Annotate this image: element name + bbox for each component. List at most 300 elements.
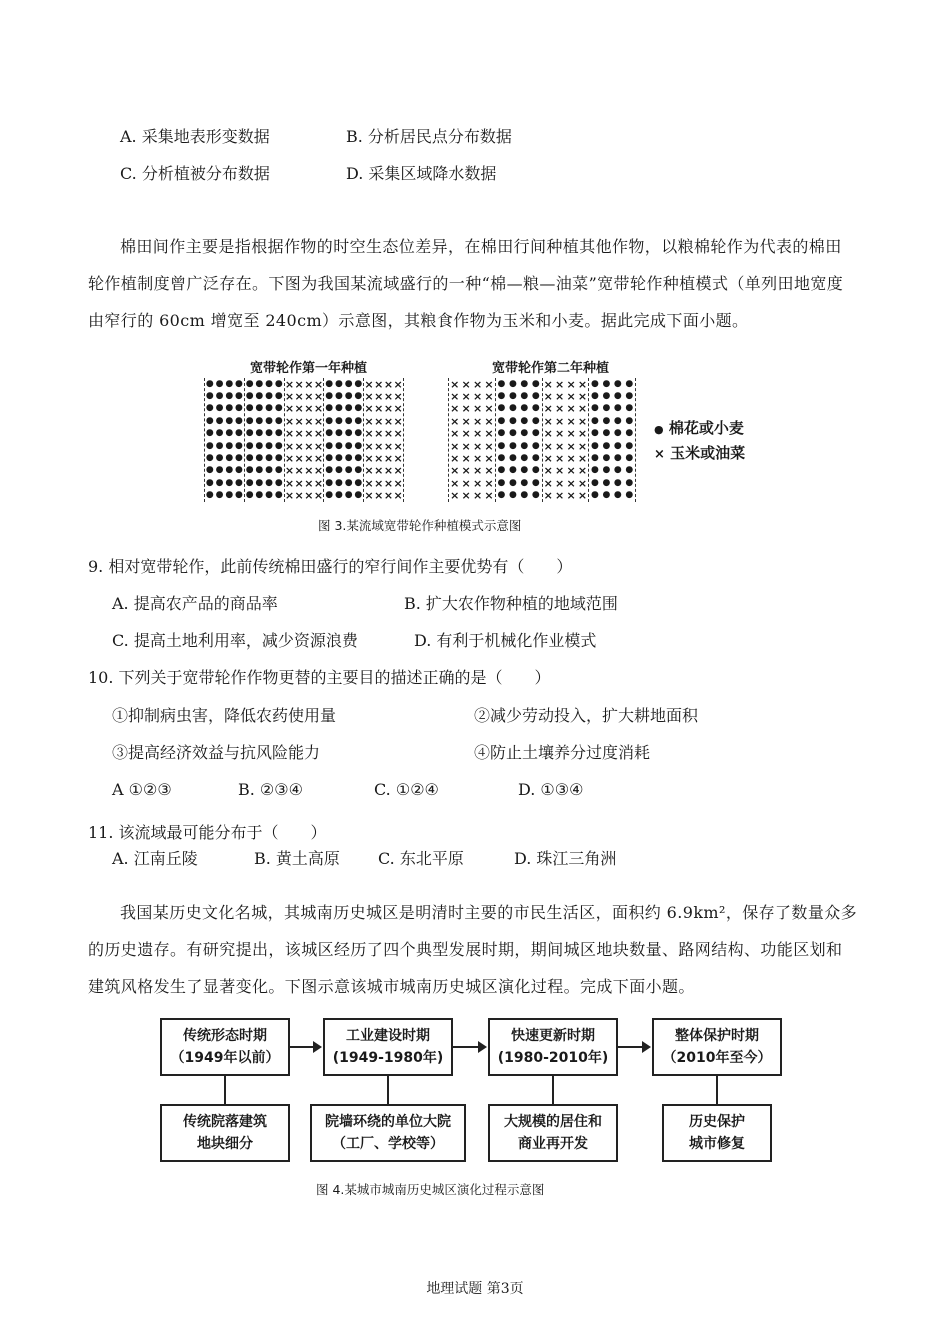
dot-mark: ● (591, 391, 599, 402)
period-years: (1949-1980年) (332, 1050, 444, 1066)
cross-mark: × (364, 390, 374, 404)
cross-mark: × (364, 439, 374, 453)
band-corn-or-rapeseed (285, 378, 325, 502)
dot-mark: ● (255, 391, 264, 402)
cross-mark: × (543, 414, 553, 428)
passage-1-line-3: 由窄行的 60cm 增宽至 240cm）示意图，其粮食作物为玉米和小麦。据此完成下面小题。 (88, 311, 749, 330)
q10-statement-2: ②减少劳动投入，扩大耕地面积 (474, 706, 699, 725)
dot-mark: ● (354, 415, 363, 426)
dot-mark: ● (245, 477, 254, 488)
cross-mark: × (461, 464, 471, 478)
dot-mark: ● (602, 440, 611, 451)
cross-mark: × (383, 427, 394, 441)
dot-mark: ● (255, 490, 264, 501)
cross-mark: × (364, 377, 374, 391)
dot-mark: ● (205, 490, 214, 501)
cross-mark: × (284, 476, 295, 490)
dot-mark: ● (225, 428, 234, 439)
dot-mark: ● (274, 453, 283, 464)
dot-mark: ● (344, 490, 353, 501)
q10-statement-4: ④防止土壤养分过度消耗 (474, 743, 651, 762)
cross-mark: × (484, 452, 494, 466)
connector-line (552, 1076, 554, 1104)
dot-mark: ● (255, 415, 264, 426)
dot-mark: ● (215, 378, 224, 389)
cross-mark: × (555, 414, 565, 428)
cross-mark: × (461, 390, 471, 404)
dot-mark: ● (354, 440, 363, 451)
dot-mark: ● (613, 391, 622, 402)
q10-option-d: D. ①③④ (518, 780, 584, 799)
dot-mark: ● (274, 490, 283, 501)
dot-mark: ● (497, 378, 506, 389)
cross-mark: × (566, 414, 576, 428)
period-years: （2010年至今） (662, 1050, 772, 1066)
cross-mark: × (304, 476, 314, 490)
dot-mark: ● (265, 378, 273, 389)
dot-mark: ● (205, 453, 214, 464)
dot-mark: ● (225, 378, 234, 389)
cross-mark: × (294, 439, 304, 453)
connector-line (716, 1076, 718, 1104)
dot-mark: ● (215, 415, 224, 426)
cross-mark: × (304, 402, 314, 416)
cross-mark: × (543, 390, 553, 404)
q11-option-d: D. 珠江三角洲 (514, 849, 617, 868)
dot-mark: ● (520, 440, 529, 451)
dot-mark: ● (225, 440, 234, 451)
dot-mark: ● (602, 477, 611, 488)
dot-mark: ● (591, 465, 599, 476)
cross-mark: × (484, 489, 494, 503)
cross-mark: × (472, 427, 483, 441)
dot-mark: ● (245, 465, 254, 476)
cross-mark: × (393, 427, 403, 441)
dot-mark: ● (255, 477, 264, 488)
cross-mark: × (555, 464, 565, 478)
cross-mark: × (364, 464, 374, 478)
cross-mark: × (555, 427, 565, 441)
band-cotton-or-wheat (205, 378, 245, 502)
dot-mark: ● (602, 490, 611, 501)
cross-mark: × (294, 476, 304, 490)
cross-mark: × (484, 464, 494, 478)
dot-mark: ● (215, 453, 224, 464)
dot-mark: ● (215, 490, 224, 501)
dot-mark: ● (205, 440, 214, 451)
dot-mark: ● (344, 440, 353, 451)
q9-stem: 9. 相对宽带轮作，此前传统棉田盛行的窄行间作主要优势有（ ） (88, 557, 573, 576)
feature-line: 历史保护 (689, 1114, 745, 1130)
dot-mark: ● (591, 378, 599, 389)
cross-mark: × (472, 402, 483, 416)
dot-mark: ● (354, 378, 363, 389)
q8-option-a: A. 采集地表形变数据 (120, 127, 270, 146)
cross-mark: × (577, 414, 588, 428)
feature-line: 商业再开发 (518, 1136, 588, 1152)
cross-mark: × (383, 452, 394, 466)
cross-mark: × (461, 377, 471, 391)
dot-mark: ● (215, 403, 224, 414)
dot-mark: ● (274, 391, 283, 402)
dot-mark: ● (531, 378, 540, 389)
dot-mark: ● (215, 428, 224, 439)
cross-mark: × (461, 402, 471, 416)
dot-mark: ● (602, 465, 611, 476)
cross-mark: × (543, 427, 553, 441)
dot-mark: ● (205, 378, 214, 389)
cross-mark: × (450, 452, 460, 466)
dot-mark: ● (591, 428, 599, 439)
dot-mark: ● (274, 465, 283, 476)
cross-mark: × (313, 377, 324, 391)
cross-mark: × (393, 390, 403, 404)
dot-mark: ● (325, 440, 334, 451)
cross-mark: × (461, 489, 471, 503)
dot-mark: ● (531, 477, 540, 488)
cross-mark: × (313, 439, 324, 453)
dot-mark: ● (255, 440, 264, 451)
cross-mark: × (450, 414, 460, 428)
dot-mark: ● (235, 490, 243, 501)
dot-mark: ● (265, 428, 273, 439)
cross-mark: × (472, 390, 483, 404)
cross-mark: × (450, 489, 460, 503)
cross-mark: × (543, 439, 553, 453)
dot-mark: ● (613, 415, 622, 426)
cross-mark: × (461, 452, 471, 466)
period-box-1 (160, 1018, 290, 1076)
dot-mark: ● (245, 440, 254, 451)
cross-mark: × (294, 452, 304, 466)
cross-mark: × (374, 452, 384, 466)
cross-mark: × (313, 489, 324, 503)
q10-statement-1: ①抑制病虫害，降低农药使用量 (112, 706, 337, 725)
dot-mark: ● (335, 440, 343, 451)
dot-mark: ● (335, 465, 343, 476)
cross-mark: × (374, 390, 384, 404)
dot-mark: ● (344, 403, 353, 414)
feature-line: 地块细分 (197, 1136, 253, 1152)
dot-mark: ● (625, 391, 634, 402)
dot-mark: ● (235, 378, 243, 389)
cross-mark: × (364, 427, 374, 441)
dot-mark: ● (625, 428, 634, 439)
dot-mark: ● (625, 403, 634, 414)
dot-mark: ● (205, 428, 214, 439)
dot-mark: ● (274, 428, 283, 439)
cross-mark: × (543, 402, 553, 416)
cross-mark: × (484, 414, 494, 428)
cross-mark: × (461, 476, 471, 490)
legend-cross-row (654, 442, 745, 463)
cross-mark: × (461, 427, 471, 441)
cross-mark: × (304, 439, 314, 453)
passage-2-line-1: 我国某历史文化名城，其城南历史城区是明清时主要的市民生活区，面积约 6.9km²，保存了数量众多 (120, 903, 858, 922)
dot-mark: ● (602, 378, 611, 389)
dot-mark: ● (591, 440, 599, 451)
dot-mark: ● (235, 391, 243, 402)
dot-mark: ● (265, 403, 273, 414)
cross-mark: × (484, 476, 494, 490)
q8-option-c: C. 分析植被分布数据 (120, 164, 270, 183)
period-years: （1949年以前） (170, 1050, 280, 1066)
feature-line: 大规模的居住和 (504, 1114, 602, 1130)
cross-mark: × (284, 402, 295, 416)
dot-mark: ● (508, 477, 517, 488)
dot-mark: ● (265, 453, 273, 464)
q10-option-c: C. ①②④ (374, 780, 439, 799)
cross-mark: × (577, 452, 588, 466)
dot-mark: ● (274, 440, 283, 451)
passage-2-line-3: 建筑风格发生了显著变化。下图示意该城市城南历史城区演化过程。完成下面小题。 (88, 977, 695, 996)
cross-mark: × (393, 452, 403, 466)
passage-1-line-2: 轮作植制度曾广泛存在。下图为我国某流域盛行的一种“棉—粮—油菜”宽带轮作种植模式（单列田地宽度 (88, 274, 844, 293)
dot-mark: ● (602, 415, 611, 426)
legend-dot-row (654, 417, 744, 438)
dot-mark: ● (235, 477, 243, 488)
dot-mark: ● (245, 415, 254, 426)
cross-mark: × (461, 439, 471, 453)
cross-mark: × (284, 377, 295, 391)
cross-mark: × (383, 476, 394, 490)
dot-mark: ● (245, 403, 254, 414)
cross-mark: × (555, 489, 565, 503)
band-cotton-or-wheat (245, 378, 285, 502)
cross-mark: × (450, 439, 460, 453)
dot-mark: ● (520, 415, 529, 426)
cross-mark: × (450, 402, 460, 416)
dot-mark: ● (325, 477, 334, 488)
feature-box-3 (488, 1104, 618, 1162)
dot-mark: ● (508, 391, 517, 402)
dot-mark: ● (508, 378, 517, 389)
cross-mark: × (294, 489, 304, 503)
cross-mark: × (364, 452, 374, 466)
cross-mark: × (294, 464, 304, 478)
band-corn-or-rapeseed (449, 378, 496, 502)
cross-mark: × (304, 377, 314, 391)
cross-mark: × (472, 377, 483, 391)
dot-mark: ● (225, 490, 234, 501)
dot-mark: ● (245, 378, 254, 389)
cross-mark: × (543, 476, 553, 490)
cross-mark: × (364, 402, 374, 416)
dot-mark: ● (520, 477, 529, 488)
dot-mark: ● (225, 391, 234, 402)
figure-3-title-right: 宽带轮作第二年种植 (492, 361, 610, 376)
cross-mark: × (543, 377, 553, 391)
dot-mark: ● (613, 490, 622, 501)
dot-mark: ● (497, 453, 506, 464)
dot-mark: ● (344, 465, 353, 476)
dot-mark: ● (520, 490, 529, 501)
cross-mark: × (304, 427, 314, 441)
period-box-2 (323, 1018, 453, 1076)
cross-mark: × (374, 439, 384, 453)
dot-mark: ● (591, 490, 599, 501)
feature-line: 城市修复 (689, 1136, 745, 1152)
dot-mark: ● (497, 391, 506, 402)
dot-mark: ● (245, 453, 254, 464)
cross-mark: × (472, 414, 483, 428)
dot-mark: ● (255, 428, 264, 439)
cross-mark: × (577, 489, 588, 503)
dot-mark: ● (265, 440, 273, 451)
dot-mark: ● (205, 391, 214, 402)
legend-dot-icon: ● (654, 423, 664, 436)
period-name: 整体保护时期 (675, 1028, 759, 1044)
dot-mark: ● (325, 490, 334, 501)
dot-mark: ● (354, 403, 363, 414)
cross-mark: × (374, 476, 384, 490)
dot-mark: ● (344, 415, 353, 426)
dot-mark: ● (625, 378, 634, 389)
cross-mark: × (543, 452, 553, 466)
dot-mark: ● (325, 391, 334, 402)
cross-mark: × (472, 452, 483, 466)
dot-mark: ● (205, 465, 214, 476)
arrow-right-icon (290, 1046, 320, 1048)
cross-mark: × (364, 476, 374, 490)
dot-mark: ● (335, 490, 343, 501)
dot-mark: ● (625, 465, 634, 476)
cross-mark: × (566, 476, 576, 490)
cross-mark: × (555, 452, 565, 466)
cross-mark: × (393, 402, 403, 416)
legend-dot-label: 棉花或小麦 (668, 419, 744, 437)
cross-mark: × (284, 489, 295, 503)
cross-mark: × (472, 489, 483, 503)
dot-mark: ● (215, 477, 224, 488)
cross-mark: × (393, 464, 403, 478)
feature-box-4 (662, 1104, 772, 1162)
dot-mark: ● (625, 453, 634, 464)
dot-mark: ● (335, 428, 343, 439)
dot-mark: ● (335, 453, 343, 464)
dot-mark: ● (531, 391, 540, 402)
dot-mark: ● (265, 465, 273, 476)
period-box-4 (652, 1018, 782, 1076)
q11-option-b: B. 黄土高原 (254, 849, 340, 868)
dot-mark: ● (520, 403, 529, 414)
dot-mark: ● (274, 378, 283, 389)
cross-mark: × (461, 414, 471, 428)
cross-mark: × (393, 377, 403, 391)
passage-2-line-2: 的历史遗存。有研究提出，该城区经历了四个典型发展时期，期间城区地块数量、路网结构、功能区划和 (88, 940, 843, 959)
dot-mark: ● (215, 465, 224, 476)
band-cotton-or-wheat (496, 378, 543, 502)
cross-mark: × (577, 390, 588, 404)
cross-mark: × (313, 476, 324, 490)
cross-mark: × (393, 476, 403, 490)
dot-mark: ● (531, 490, 540, 501)
cross-mark: × (566, 377, 576, 391)
cross-mark: × (450, 377, 460, 391)
cross-mark: × (566, 427, 576, 441)
cross-mark: × (313, 414, 324, 428)
dot-mark: ● (265, 415, 273, 426)
dot-mark: ● (602, 391, 611, 402)
dot-mark: ● (325, 415, 334, 426)
field-grid-year-2 (448, 378, 636, 502)
passage-2 (88, 894, 868, 1005)
cross-mark: × (543, 489, 553, 503)
dot-mark: ● (245, 490, 254, 501)
dot-mark: ● (508, 415, 517, 426)
dot-mark: ● (531, 415, 540, 426)
cross-mark: × (393, 489, 403, 503)
cross-mark: × (304, 390, 314, 404)
q10-statement-3: ③提高经济效益与抗风险能力 (112, 743, 321, 762)
dot-mark: ● (255, 378, 264, 389)
dot-mark: ● (613, 403, 622, 414)
dot-mark: ● (235, 440, 243, 451)
dot-mark: ● (625, 490, 634, 501)
dot-mark: ● (325, 428, 334, 439)
dot-mark: ● (613, 378, 622, 389)
cross-mark: × (284, 414, 295, 428)
dot-mark: ● (335, 391, 343, 402)
legend-cross-icon: × (654, 447, 665, 462)
cross-mark: × (374, 414, 384, 428)
dot-mark: ● (625, 415, 634, 426)
cross-mark: × (374, 464, 384, 478)
arrow-right-icon (453, 1046, 485, 1048)
dot-mark: ● (613, 428, 622, 439)
cross-mark: × (294, 390, 304, 404)
cross-mark: × (383, 489, 394, 503)
connector-line (224, 1076, 226, 1104)
dot-mark: ● (225, 477, 234, 488)
dot-mark: ● (235, 403, 243, 414)
dot-mark: ● (354, 428, 363, 439)
cross-mark: × (393, 439, 403, 453)
q8-option-d: D. 采集区域降水数据 (346, 164, 497, 183)
passage-1 (88, 228, 868, 339)
dot-mark: ● (508, 490, 517, 501)
q11-option-a: A. 江南丘陵 (112, 849, 198, 868)
q10-option-a: A ①②③ (112, 780, 172, 799)
dot-mark: ● (274, 403, 283, 414)
cross-mark: × (294, 427, 304, 441)
dot-mark: ● (325, 453, 334, 464)
cross-mark: × (566, 464, 576, 478)
cross-mark: × (577, 402, 588, 416)
cross-mark: × (374, 377, 384, 391)
cross-mark: × (555, 377, 565, 391)
dot-mark: ● (613, 440, 622, 451)
cross-mark: × (383, 377, 394, 391)
dot-mark: ● (625, 477, 634, 488)
dot-mark: ● (520, 465, 529, 476)
cross-mark: × (484, 427, 494, 441)
cross-mark: × (383, 464, 394, 478)
dot-mark: ● (215, 440, 224, 451)
q9-option-d: D. 有利于机械化作业模式 (414, 631, 597, 650)
cross-mark: × (364, 489, 374, 503)
cross-mark: × (313, 452, 324, 466)
dot-mark: ● (354, 391, 363, 402)
cross-mark: × (374, 402, 384, 416)
dot-mark: ● (235, 453, 243, 464)
band-corn-or-rapeseed (364, 378, 403, 502)
q9-option-b: B. 扩大农作物种植的地域范围 (404, 594, 618, 613)
dot-mark: ● (344, 453, 353, 464)
legend-cross-label: 玉米或油菜 (670, 444, 746, 462)
dot-mark: ● (335, 403, 343, 414)
cross-mark: × (284, 427, 295, 441)
